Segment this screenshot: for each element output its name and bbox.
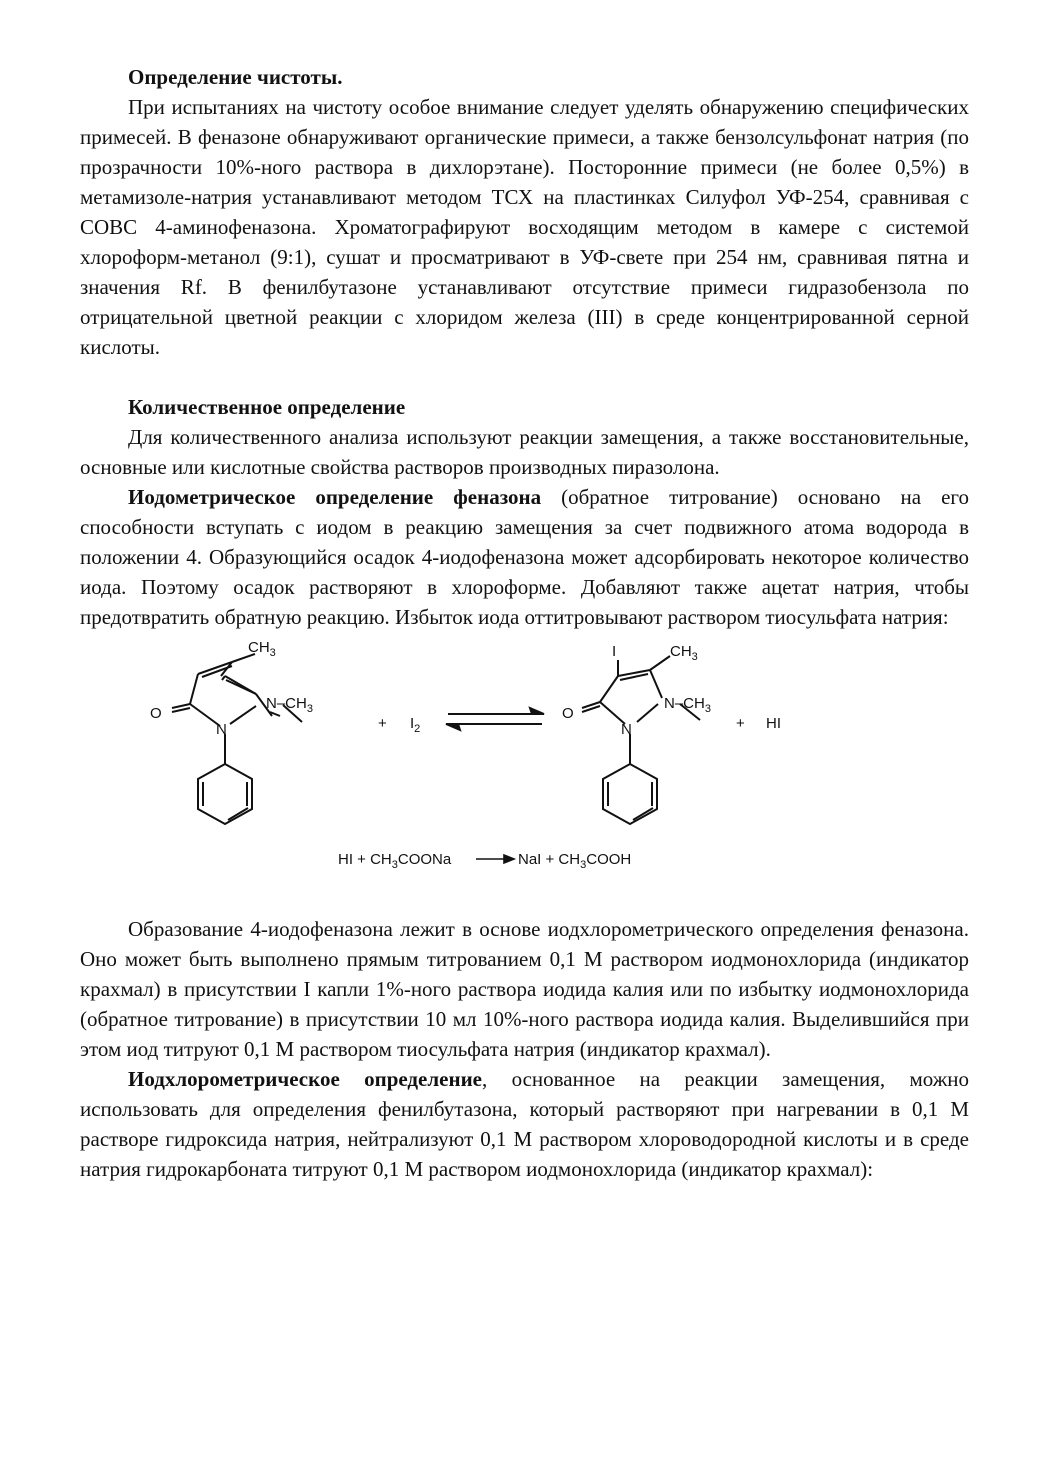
paragraph-iodometric-text: (обратное титрование) основано на его способности вступать с иодом в реакцию замещения за счет подвижного атома водорода в положении 4. Образующийся осадок 4-иодофеназона может адсорбировать некоторое количество иода. Поэтому осадок растворяют в хлороформе. Добавляют также ацетат натрия, чтобы предотвратить обратную реакцию. Избыток иода оттитровывают раствором тиосульфата натрия:: [80, 485, 969, 629]
reaction-scheme-svg: [80, 636, 969, 896]
nitrogen-label: $N-CH_3$: [664, 695, 711, 715]
document-page: [80, 62, 969, 1184]
phenazone-structure: [172, 654, 302, 824]
iodophenazone-structure: [582, 656, 700, 824]
term-iodometric: Иодометрическое определение феназона: [128, 485, 542, 509]
reaction-arrow: [476, 855, 514, 863]
ch3-label: $CH_3$: [248, 639, 276, 659]
section-heading-purity: Определение чистоты.: [128, 65, 343, 89]
section-heading-quantitative: Количественное определение: [128, 395, 406, 419]
paragraph-iodometric: [80, 482, 969, 632]
nitrogen-label: N: [621, 721, 632, 738]
reaction-scheme: [80, 636, 969, 896]
iodo-substituent-label: I: [612, 643, 617, 660]
paragraph-iodochlorometric-phenazone: Образование 4-иодофеназона лежит в основе иодхлорометрического определения феназона. Оно может быть выполнено прямым титрованием 0,1 М раствором иодмонохлорида (индикатор крахмал) в присутствии I капли 1%-ного раствора иодида калия или по избытку иодмонохлорида (обратное титрование) в присутствии 10 мл 10%-ного раствора иодида калия. Выделившийся при этом иод титруют 0,1 М раствором тиосульфата натрия (индикатор крахмал).: [80, 917, 969, 1061]
plus-sign: +: [378, 715, 387, 732]
nitrogen-label: $N-CH_3$: [266, 695, 313, 715]
ch3-label: $CH_3$: [670, 643, 698, 663]
paragraph-purity: При испытаниях на чистоту особое внимание следует уделять обнаружению специфических примесей. В феназоне обнаруживают органические примеси, а также бензолсульфонат натрия (по прозрачности 10%-ного раствора в дихлорэтане). Посторонние примеси (не более 0,5%) в метамизоле-натрия устанавливают методом ТСХ на пластинках Силуфол УФ-254, сравнивая с СОВС 4-аминофеназона. Хроматографируют восходящим методом в камере с системой хлороформ-метанол (9:1), сушат и просматривают в УФ-свете при 254 нм, сравнивая пятна и значения Rf. В фенилбутазоне устанавливают отсутствие примеси гидразобензола по отрицательной цветной реакции с хлоридом железа (III) в среде концентрированной серной кислоты.: [80, 95, 969, 359]
oxygen-label: O: [562, 705, 574, 722]
nitrogen-label: N: [216, 721, 227, 738]
paragraph-iodochlorometric-text: , основанное на реакции замещения, можно использовать для определения фенилбутазона, который растворяют при нагревании в 0,1 М растворе гидроксида натрия, нейтрализуют 0,1 М раствором хлороводородной кислоты и в среде натрия гидрокарбоната титруют 0,1 М раствором иодмонохлорида (индикатор крахмал):: [80, 1067, 969, 1181]
hi-product: HI: [766, 715, 781, 732]
spacer: [80, 362, 969, 392]
side-equation-products: NaI + $CH_3COOH$: [518, 851, 632, 871]
equilibrium-arrows: [446, 708, 544, 730]
plus-sign: +: [736, 715, 745, 732]
side-equation: HI + $CH_3COONa$: [338, 851, 452, 871]
iodine-reagent: $I_2$: [410, 715, 421, 735]
term-iodochlorometric: Иодхлорометрическое определение: [128, 1067, 482, 1091]
paragraph-iodochlorometric-phenylbutazone: [80, 1064, 969, 1184]
oxygen-label: O: [150, 705, 162, 722]
paragraph-quantitative-intro: Для количественного анализа используют реакции замещения, а также восстановительные, основные или кислотные свойства растворов производных пиразолона.: [80, 425, 969, 479]
